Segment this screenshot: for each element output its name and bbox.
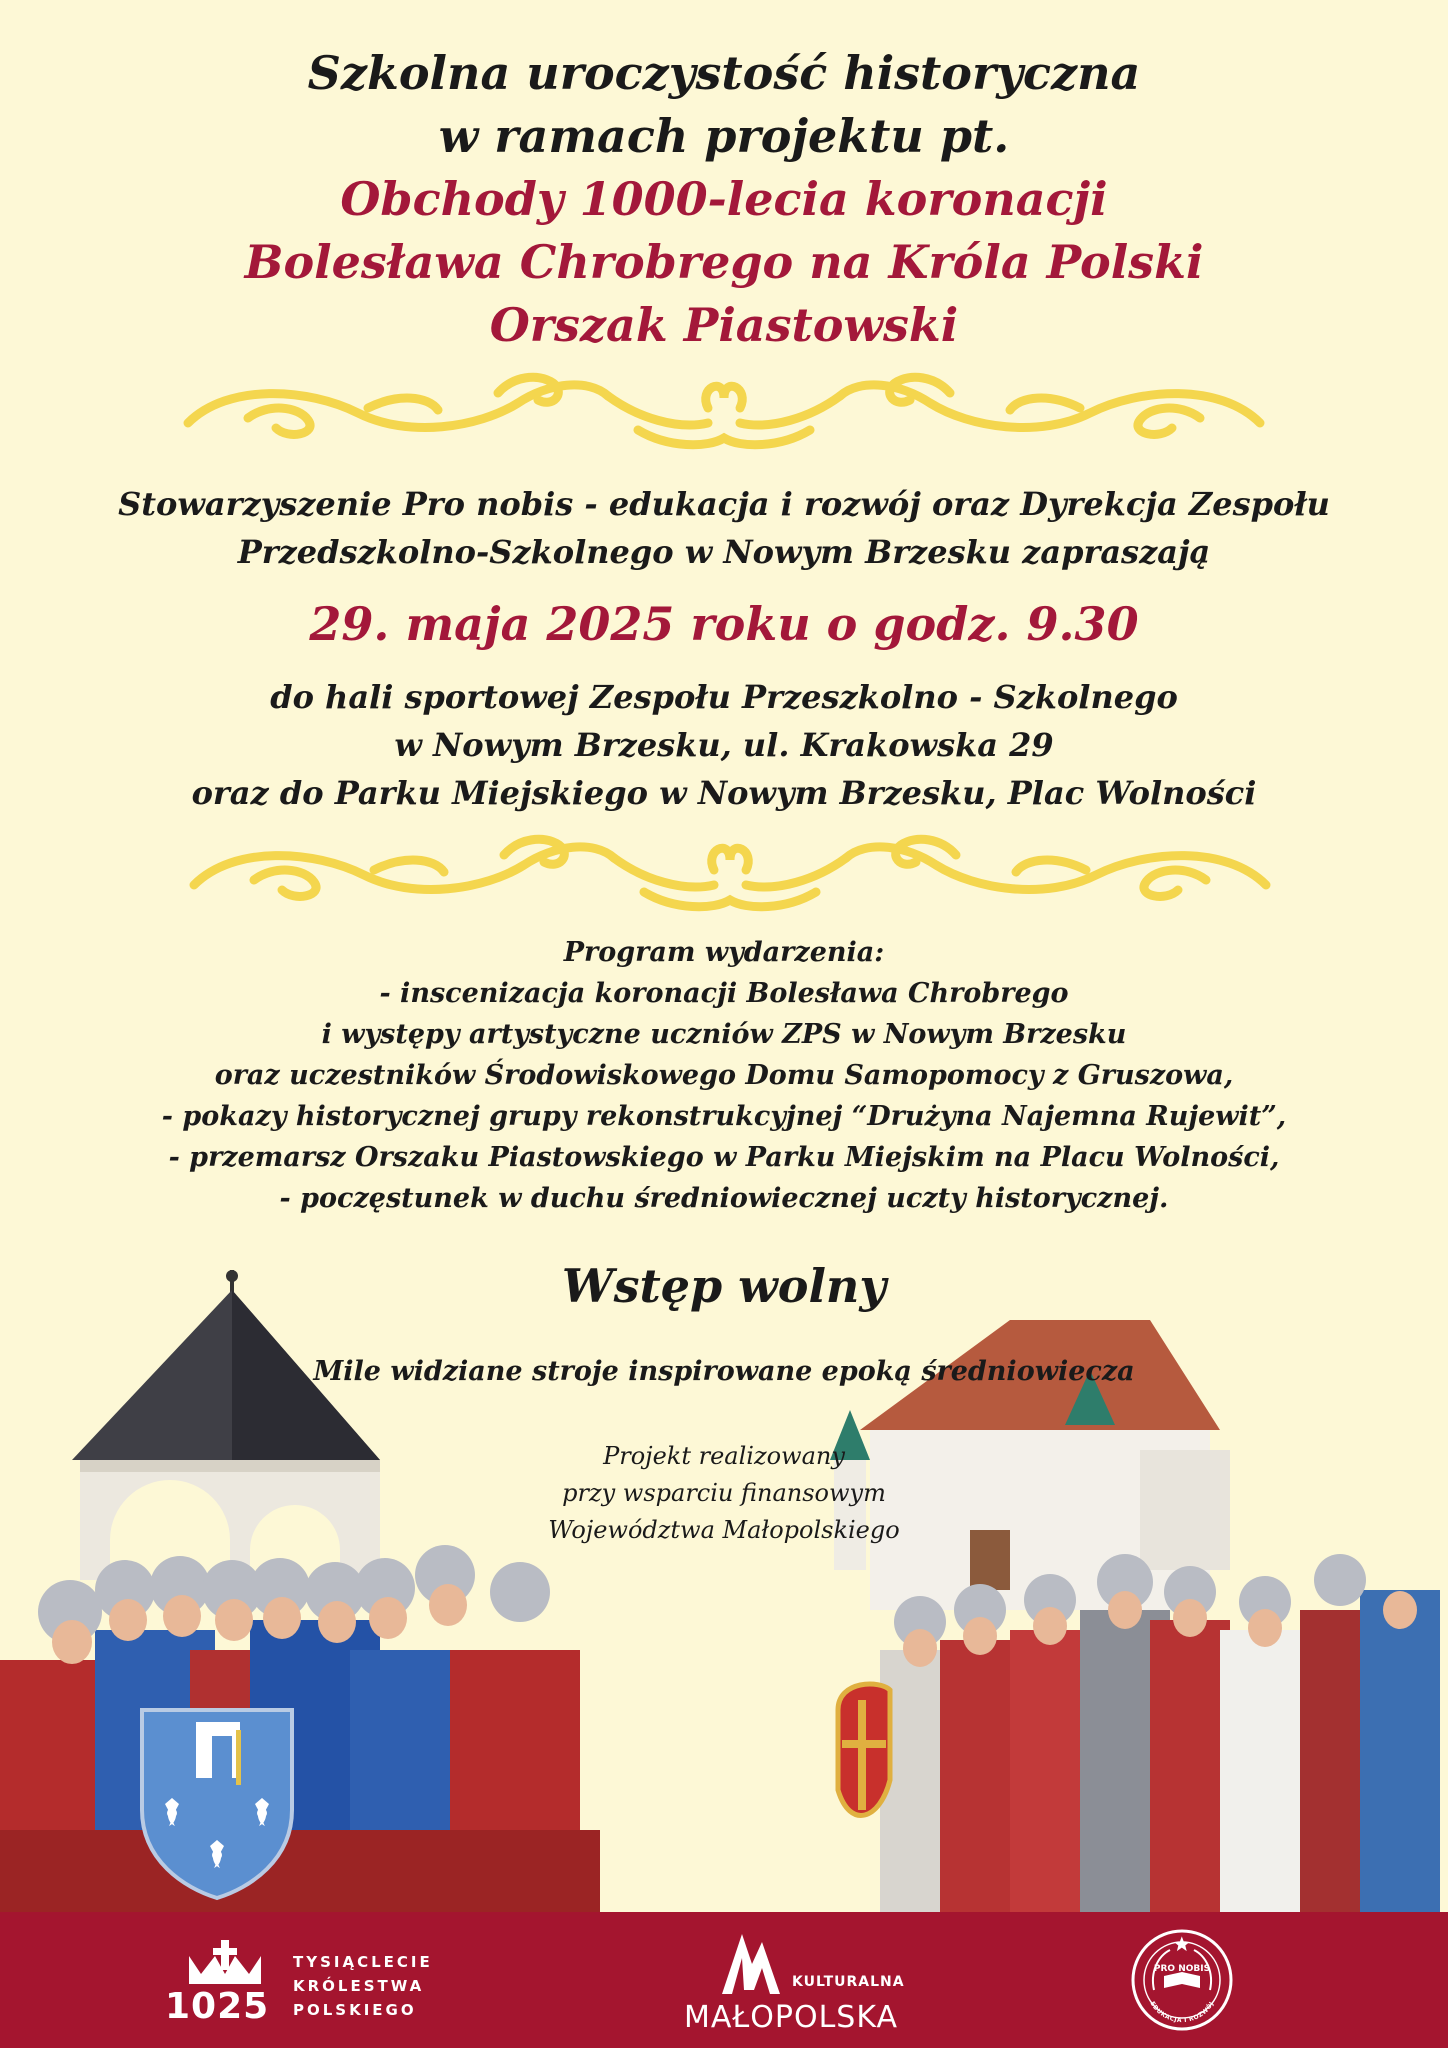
ornament-divider-top bbox=[168, 368, 1280, 454]
title-line-2: w ramach projektu pt. bbox=[438, 109, 1010, 163]
program-line: oraz uczestników Środowiskowego Domu Samopomocy z Gruszowa, bbox=[214, 1060, 1234, 1091]
funding-line-3: Województwa Małopolskiego bbox=[548, 1516, 900, 1544]
knight-shield-icon bbox=[838, 1684, 890, 1815]
title-line-1: Szkolna uroczystość historyczna bbox=[307, 46, 1141, 100]
illustration-right-knights bbox=[820, 1310, 1448, 1912]
funding-line-1: Projekt realizowany bbox=[603, 1442, 845, 1470]
ornament-divider-bottom bbox=[174, 830, 1286, 916]
event-date: 29. maja 2025 roku o godz. 9.30 bbox=[309, 597, 1139, 651]
organizers-block bbox=[0, 480, 1448, 576]
star-icon bbox=[1174, 1936, 1189, 1951]
tysiaclecie-line-3: POLSKIEGO bbox=[293, 2001, 417, 2019]
program-block bbox=[0, 932, 1448, 1219]
malopolska-m-icon bbox=[716, 1928, 786, 1998]
sponsor-footer bbox=[0, 1912, 1448, 2048]
book-icon bbox=[1164, 1972, 1200, 1988]
program-line: - poczęstunek w duchu średniowiecznej uczty historycznej. bbox=[279, 1183, 1169, 1214]
venue-line-1: do hali sportowej Zespołu Przeszkolno - Szkolnego bbox=[270, 678, 1178, 716]
tysiaclecie-logo bbox=[165, 1936, 455, 2026]
organizers-line-2: Przedszkolno-Szkolnego w Nowym Brzesku zapraszają bbox=[237, 533, 1211, 571]
venue-block bbox=[0, 673, 1448, 817]
program-heading: Program wydarzenia: bbox=[563, 937, 885, 968]
organizers-line-1: Stowarzyszenie Pro nobis - edukacja i rozwój oraz Dyrekcja Zespołu bbox=[118, 485, 1330, 523]
svg-text:EDUKACJA I ROZWÓJ bbox=[1149, 2000, 1216, 2024]
program-line: - przemarsz Orszaku Piastowskiego w Parku Miejskim na Placu Wolności, bbox=[168, 1142, 1280, 1173]
funding-line-2: przy wsparciu finansowym bbox=[562, 1479, 886, 1507]
malopolska-big-label: MAŁOPOLSKA bbox=[684, 2000, 899, 2035]
project-name-line-3: Orszak Piastowski bbox=[489, 298, 959, 352]
costume-note: Mile widziane stroje inspirowane epoką średniowiecza bbox=[313, 1356, 1135, 1387]
program-line: - inscenizacja koronacji Bolesława Chrobrego bbox=[379, 978, 1069, 1009]
venue-line-3: oraz do Parku Miejskiego w Nowym Brzesku, Plac Wolności bbox=[191, 774, 1257, 812]
funding-note bbox=[0, 1438, 1448, 1549]
venue-line-2: w Nowym Brzesku, ul. Krakowska 29 bbox=[394, 726, 1054, 764]
title-block bbox=[0, 42, 1448, 357]
program-line: - pokazy historycznej grupy rekonstrukcyjnej “Drużyna Najemna Rujewit”, bbox=[161, 1101, 1287, 1132]
tysiaclecie-number: 1025 bbox=[165, 1986, 270, 2027]
project-name-line-2: Bolesława Chrobrego na Króla Polski bbox=[244, 235, 1204, 289]
tysiaclecie-line-1: TYSIĄCLECIE bbox=[293, 1953, 433, 1971]
pro-nobis-name: PRO NOBIS bbox=[1153, 1964, 1211, 1974]
pro-nobis-logo bbox=[1130, 1928, 1234, 2032]
tysiaclecie-line-2: KRÓLESTWA bbox=[293, 1977, 425, 1995]
kulturalna-malopolska-logo bbox=[680, 1926, 905, 2036]
program-line: i występy artystyczne uczniów ZPS w Nowym Brzesku bbox=[321, 1019, 1127, 1050]
crown-cross-icon bbox=[185, 1940, 265, 1986]
pro-nobis-tagline: EDUKACJA I ROZWÓJ bbox=[1148, 2000, 1216, 2025]
free-entry-heading: Wstęp wolny bbox=[561, 1259, 887, 1313]
malopolska-small-label: KULTURALNA bbox=[792, 1974, 905, 1990]
project-name-line-1: Obchody 1000-lecia koronacji bbox=[340, 172, 1108, 226]
